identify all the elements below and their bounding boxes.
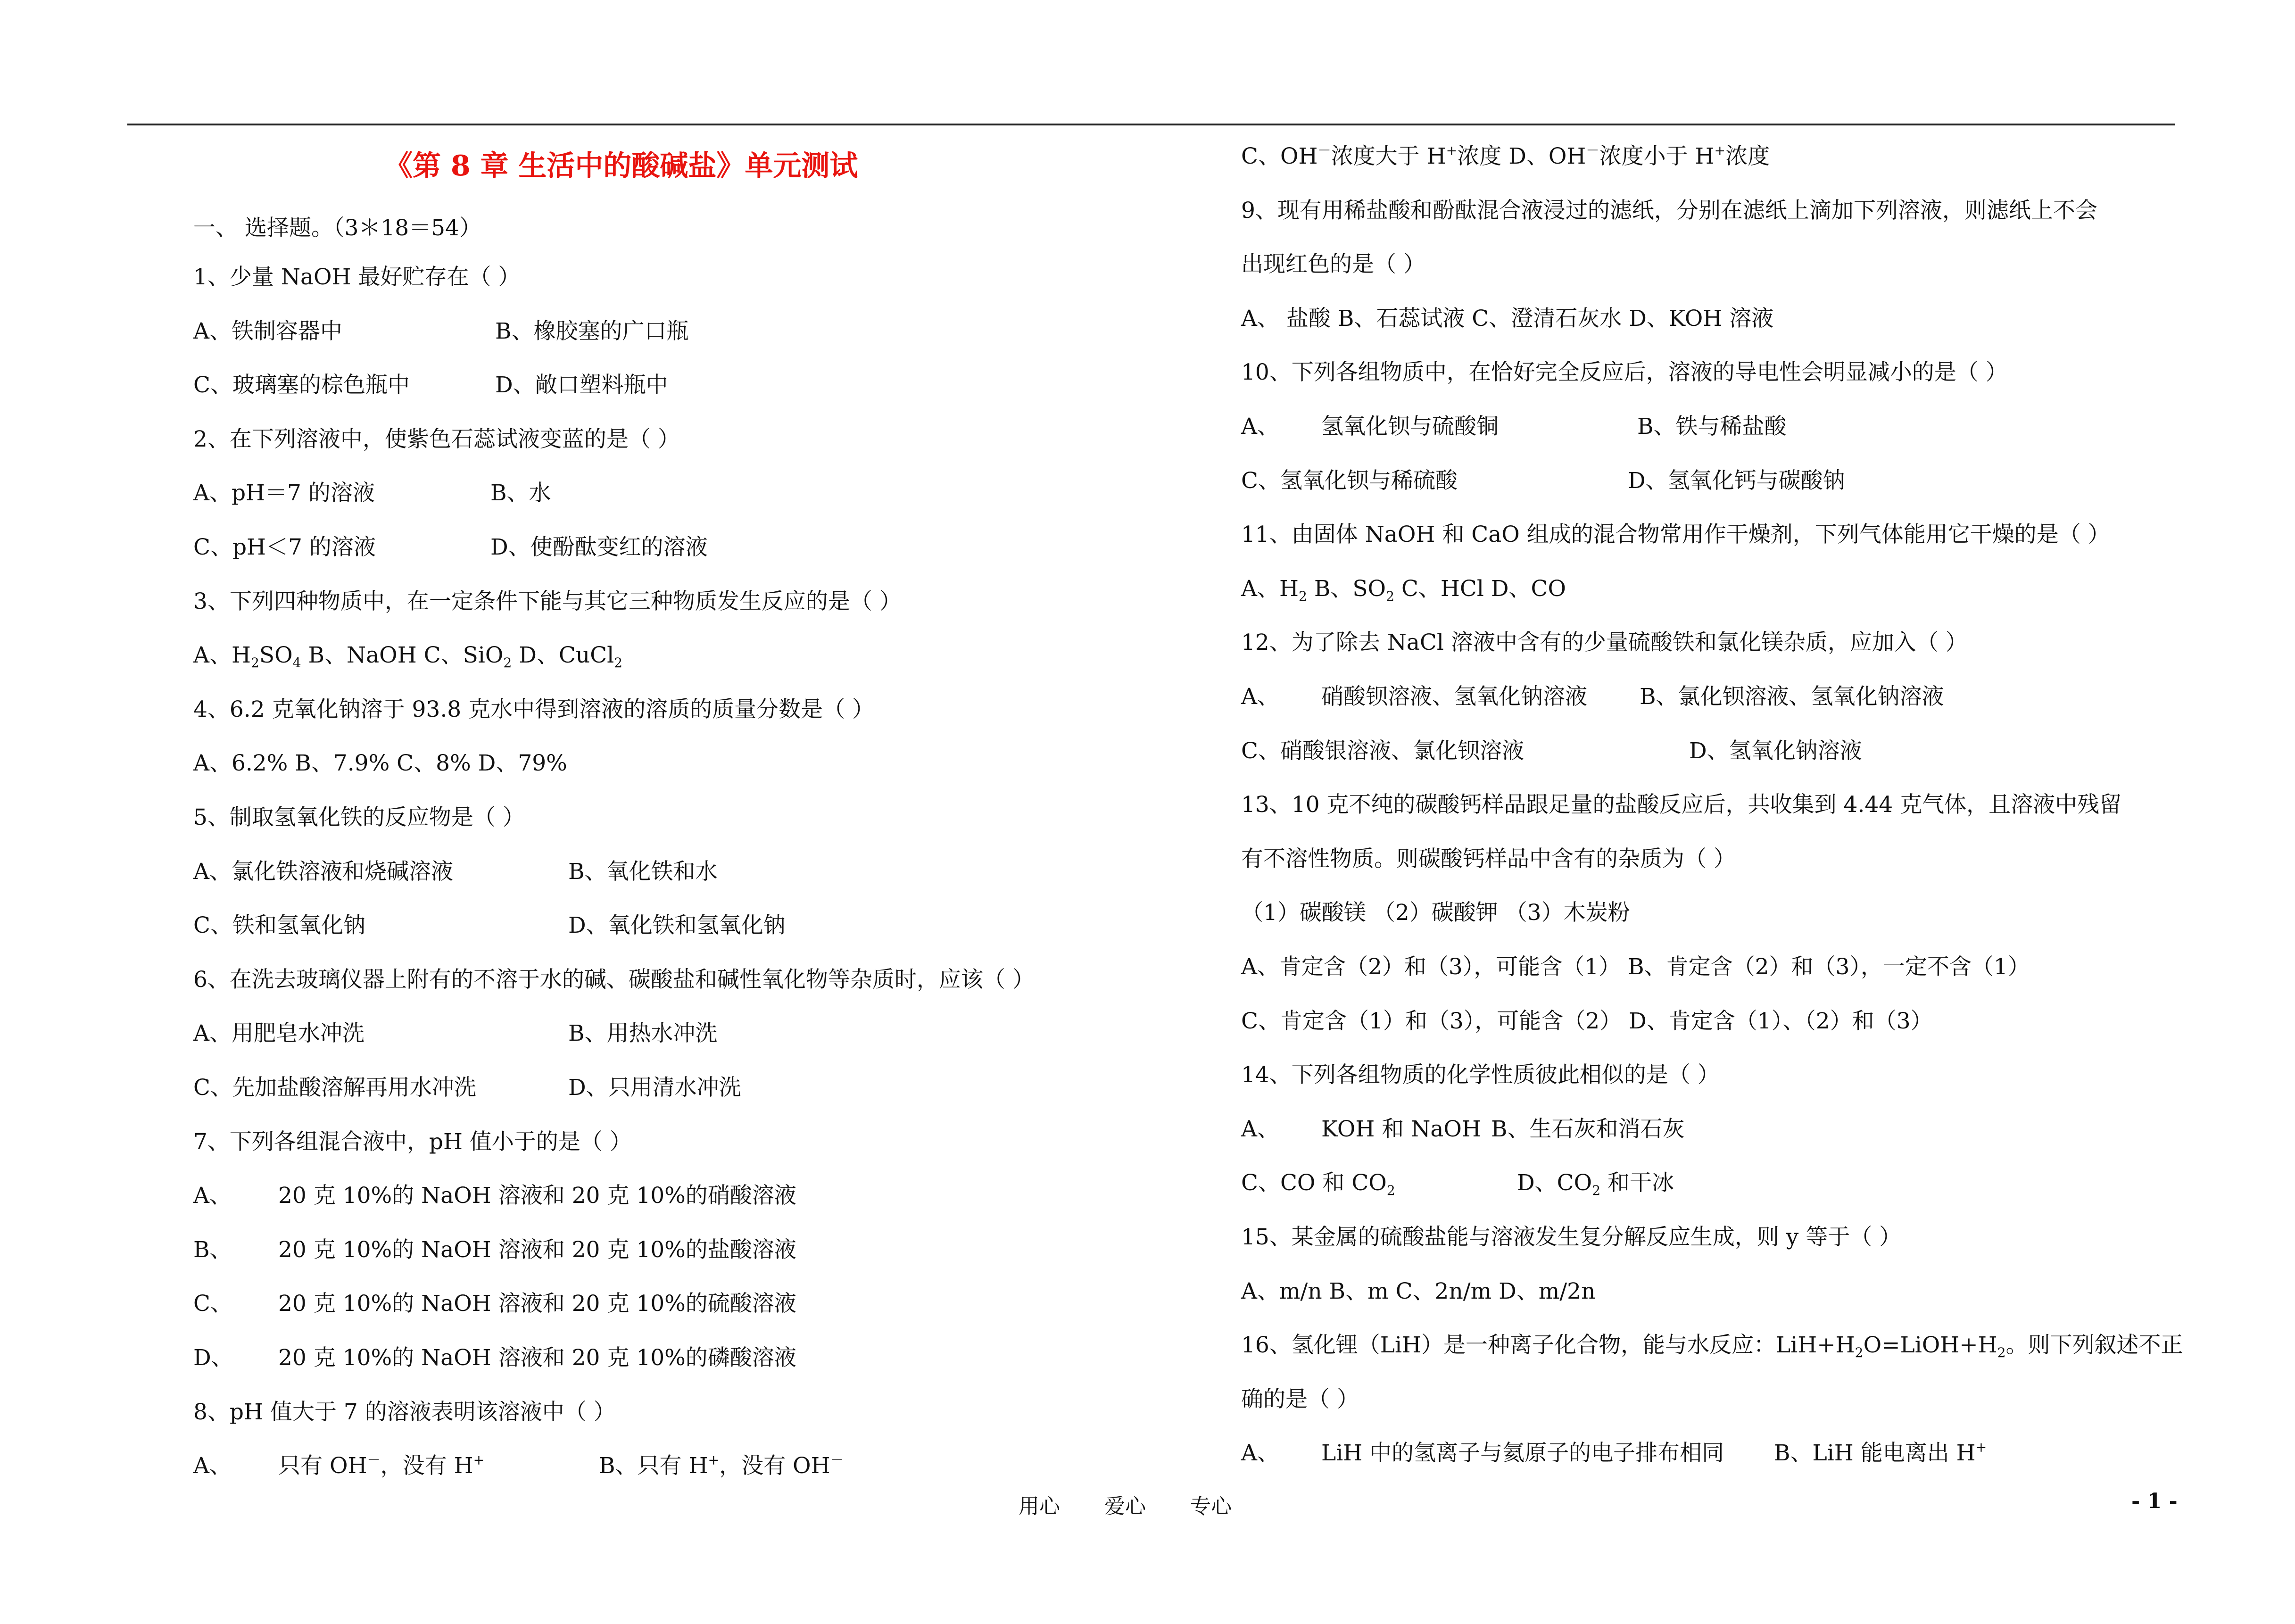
line-segment: C、先加盐酸溶解再用水冲洗 <box>193 1075 476 1101</box>
line-segment: A、 <box>1241 414 1279 439</box>
line-segment: 硝酸钡溶液、氢氧化钠溶液 <box>1321 684 1587 710</box>
line-segment: A、 <box>1241 684 1279 710</box>
line-segment: 20 克 10%的 NaOH 溶液和 20 克 10%的硝酸溶液 <box>278 1183 796 1209</box>
question-line: 16、氢化锂（LiH）是一种离子化合物，能与水反应：$LiH+H_2O=LiOH+H_2$。则下列叙述不正 <box>1241 1332 2183 1361</box>
page-title: 《第 8 章 生活中的酸碱盐》单元测试 <box>384 149 858 182</box>
line-segment: C、 <box>193 1291 232 1317</box>
line-segment: B、 <box>193 1236 232 1263</box>
line-segment: 只有 OH－，没有 H+ <box>278 1452 485 1479</box>
question-line: 9、现有用稀盐酸和酚酞混合液浸过的滤纸，分别在滤纸上滴加下列溶液，则滤纸上不会 <box>1241 197 2097 224</box>
question-line: 8、pH 值大于 7 的溶液表明该溶液中（ ） <box>193 1399 616 1425</box>
line-segment: B、LiH 能电离出 H+ <box>1774 1440 1987 1467</box>
header-rule <box>127 124 2175 125</box>
line-segment: A、 <box>1241 1116 1279 1142</box>
question-line: A、m/n B、m C、2n/m D、m/2n <box>1241 1278 1596 1304</box>
footer-motto <box>1019 1489 1269 1519</box>
line-segment: D、敞口塑料瓶中 <box>495 372 668 398</box>
line-segment: 20 克 10%的 NaOH 溶液和 20 克 10%的硫酸溶液 <box>278 1291 796 1317</box>
line-segment: A、 <box>193 1183 232 1209</box>
question-line: 确的是（ ） <box>1241 1386 1359 1412</box>
question-line: 2、在下列溶液中，使紫色石蕊试液变蓝的是（ ） <box>193 426 680 452</box>
line-segment: KOH 和 NaOH <box>1321 1116 1481 1142</box>
line-segment: 20 克 10%的 NaOH 溶液和 20 克 10%的盐酸溶液 <box>278 1236 796 1263</box>
line-segment: 20 克 10%的 NaOH 溶液和 20 克 10%的磷酸溶液 <box>278 1345 796 1371</box>
footer-item: 专心 <box>1190 1494 1232 1518</box>
line-segment: A、 <box>193 1453 232 1479</box>
question-line: 12、为了除去 NaCl 溶液中含有的少量硫酸铁和氯化镁杂质，应加入（ ） <box>1241 630 1968 656</box>
line-segment: C、氢氧化钡与稀硫酸 <box>1241 467 1458 494</box>
line-segment: B、生石灰和消石灰 <box>1491 1116 1685 1142</box>
line-segment: B、只有 H+，没有 OH－ <box>599 1452 844 1479</box>
question-line: C、肯定含（1）和（3），可能含（2） D、肯定含（1）、（2）和（3） <box>1241 1008 1933 1034</box>
footer-item: 用心 <box>1019 1494 1060 1518</box>
question-line: A、6.2% B、7.9% C、8% D、79% <box>193 750 567 777</box>
section-heading: 一、 选择题。（3＊18＝54） <box>193 215 481 241</box>
question-line: C、OH－浓度大于 H+浓度 D、OH－浓度小于 H+浓度 <box>1241 142 1770 169</box>
question-line: 3、下列四种物质中，在一定条件下能与其它三种物质发生反应的是（ ） <box>193 588 902 614</box>
line-segment: C、硝酸银溶液、氯化钡溶液 <box>1241 737 1524 764</box>
line-segment: B、氧化铁和水 <box>568 858 718 885</box>
question-line: A、肯定含（2）和（3），可能含（1） B、肯定含（2）和（3），一定不含（1） <box>1241 954 2030 980</box>
question-line: 7、下列各组混合液中，pH 值小于的是（ ） <box>193 1128 632 1155</box>
question-line: 出现红色的是（ ） <box>1241 251 1425 278</box>
question-line: 13、10 克不纯的碳酸钙样品跟足量的盐酸反应后，共收集到 4.44 克气体，且溶液中残留 <box>1241 792 2122 818</box>
line-segment: D、只用清水冲洗 <box>568 1075 741 1101</box>
page-number: - 1 - <box>2131 1489 2178 1513</box>
footer-item: 爱心 <box>1104 1494 1146 1518</box>
question-line: 4、6.2 克氧化钠溶于 93.8 克水中得到溶液的溶质的质量分数是（ ） <box>193 696 875 722</box>
line-segment: B、铁与稀盐酸 <box>1637 414 1787 439</box>
line-segment: B、橡胶塞的广口瓶 <box>495 318 689 344</box>
line-segment: D、氢氧化钠溶液 <box>1689 737 1862 764</box>
line-segment: A、铁制容器中 <box>193 318 342 344</box>
question-line: 1、少量 NaOH 最好贮存在（ ） <box>193 264 521 290</box>
question-line: （1）碳酸镁 （2）碳酸钾 （3）木炭粉 <box>1241 900 1630 926</box>
line-segment: A、pH＝7 的溶液 <box>193 480 375 506</box>
question-line: 14、下列各组物质的化学性质彼此相似的是（ ） <box>1241 1062 1720 1088</box>
line-segment: D、 <box>193 1345 233 1371</box>
question-line: 6、在洗去玻璃仪器上附有的不溶于水的碱、碳酸盐和碱性氧化物等杂质时，应该（ ） <box>193 966 1035 993</box>
line-segment: B、用热水冲洗 <box>568 1020 718 1047</box>
line-segment: D、氢氧化钙与碳酸钠 <box>1628 467 1845 494</box>
line-segment: C、pH＜7 的溶液 <box>193 534 376 560</box>
line-segment: C、铁和氢氧化钠 <box>193 912 365 939</box>
line-segment: C、CO 和 $CO_2$ <box>1241 1170 1395 1199</box>
question-line: A、 盐酸 B、石蕊试液 C、澄清石灰水 D、KOH 溶液 <box>1241 305 1774 331</box>
line-segment: D、氧化铁和氢氧化钠 <box>568 912 786 939</box>
question-line: 10、下列各组物质中，在恰好完全反应后，溶液的导电性会明显减小的是（ ） <box>1241 359 2008 386</box>
line-segment: A、氯化铁溶液和烧碱溶液 <box>193 858 453 885</box>
question-line: A、$H_2$ B、$SO_2$ C、HCl D、CO <box>1241 575 1566 604</box>
question-line: 15、某金属的硫酸盐能与溶液发生复分解反应生成，则 y 等于（ ） <box>1241 1224 1902 1250</box>
line-segment: C、玻璃塞的棕色瓶中 <box>193 372 410 398</box>
line-segment: B、氯化钡溶液、氢氧化钠溶液 <box>1640 684 1944 710</box>
line-segment: 氢氧化钡与硫酸铜 <box>1321 414 1499 439</box>
question-line: 有不溶性物质。则碳酸钙样品中含有的杂质为（ ） <box>1241 845 1736 872</box>
question-line: 11、由固体 NaOH 和 CaO 组成的混合物常用作干燥剂，下列气体能用它干燥的是（ ） <box>1241 522 2110 548</box>
question-line: 5、制取氢氧化铁的反应物是（ ） <box>193 804 525 830</box>
question-line: A、$H_2SO_4$ B、NaOH C、SiO$_2$ D、CuCl$_2$ <box>193 642 623 671</box>
line-segment: A、用肥皂水冲洗 <box>193 1020 365 1047</box>
line-segment: B、水 <box>490 480 551 506</box>
line-segment: D、使酚酞变红的溶液 <box>490 534 708 560</box>
line-segment: A、 <box>1241 1440 1279 1467</box>
line-segment: LiH 中的氢离子与氦原子的电子排布相同 <box>1321 1440 1724 1467</box>
line-segment: D、$CO_2$ 和干冰 <box>1517 1170 1674 1199</box>
